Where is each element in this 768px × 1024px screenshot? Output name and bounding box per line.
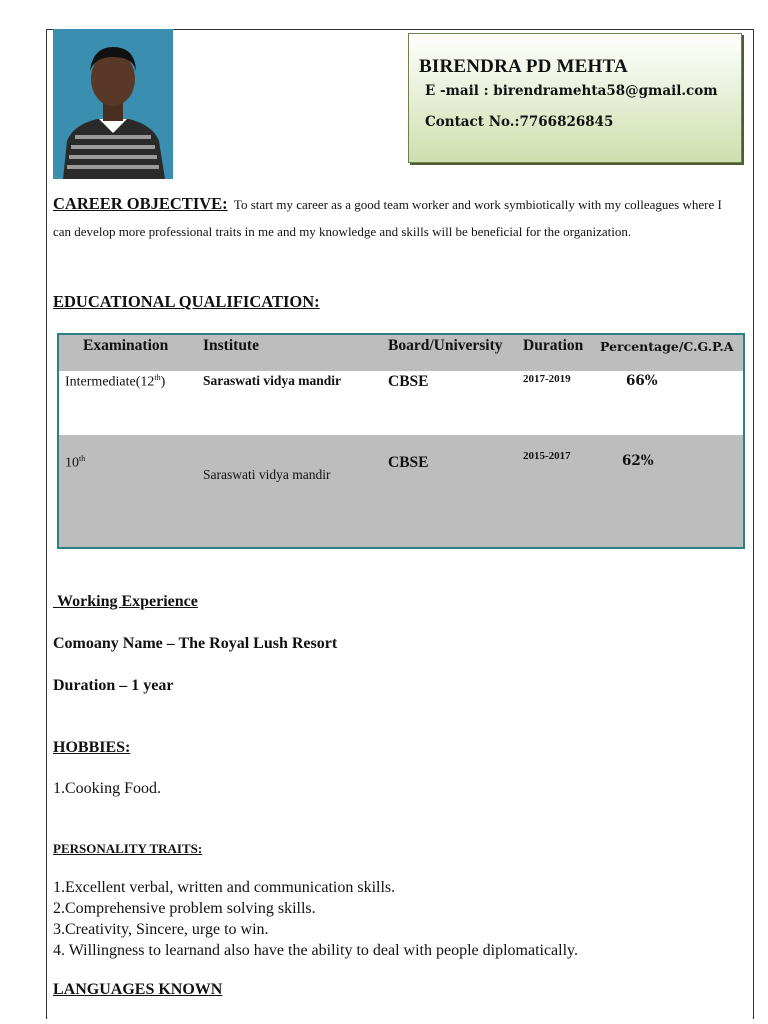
duration-cell: 2015-2017 [523, 450, 571, 462]
list-item: 3.Creativity, Sincere, urge to win. [53, 921, 269, 938]
contact-line: Contact No.:7766826845 [425, 114, 614, 130]
list-item: 4. Willingness to learnand also have the ability to deal with people diplomatically. [53, 942, 579, 959]
institute-cell: Saraswati vidya mandir [203, 467, 331, 482]
exam-cell: Intermediate(12th) [65, 373, 166, 390]
board-cell: CBSE [388, 373, 429, 390]
experience-heading: Working Experience [57, 593, 198, 610]
email-line: E -mail : birendramehta58@gmail.com [425, 83, 718, 99]
list-item: 2.Comprehensive problem solving skills. [53, 900, 316, 917]
experience-duration: Duration – 1 year [53, 677, 174, 694]
exam-cell: 10th [65, 454, 86, 471]
table-header-row [59, 335, 743, 371]
profile-photo [53, 29, 173, 179]
column-header-percentage: Percentage/C.G.P.A [600, 339, 734, 354]
percentage-cell: 62% [622, 453, 654, 469]
hobby-item: 1.Cooking Food. [53, 780, 162, 797]
list-item: 1.Excellent verbal, written and communication skills. [53, 879, 396, 896]
career-objective [53, 190, 743, 245]
table-row [59, 371, 743, 435]
personality-heading: PERSONALITY TRAITS: [53, 841, 203, 856]
institute-cell: Saraswati vidya mandir [203, 373, 342, 388]
column-header-duration: Duration [523, 337, 584, 354]
table-row [59, 435, 743, 547]
education-heading: EDUCATIONAL QUALIFICATION: [53, 292, 320, 311]
column-header-examination: Examination [83, 337, 169, 354]
career-objective-text: To start my career as a good team worker and work symbiotically with my colleagues where I can develop more professional traits in me and my knowledge and skills will be beneficial for the organization. [53, 197, 722, 239]
column-header-board: Board/University [388, 337, 503, 354]
percentage-cell: 66% [626, 373, 658, 389]
column-header-institute: Institute [203, 337, 259, 354]
education-table [57, 333, 745, 549]
languages-heading: LANGUAGES KNOWN [53, 981, 223, 998]
candidate-name: BIRENDRA PD MEHTA [419, 56, 628, 77]
experience-company: Comoany Name – The Royal Lush Resort [53, 635, 338, 652]
board-cell: CBSE [388, 454, 429, 471]
career-objective-heading: CAREER OBJECTIVE: [53, 194, 228, 213]
hobbies-heading: HOBBIES: [53, 739, 131, 756]
duration-cell: 2017-2019 [523, 373, 571, 385]
header-name-box [408, 33, 742, 163]
personality-list [53, 877, 578, 961]
